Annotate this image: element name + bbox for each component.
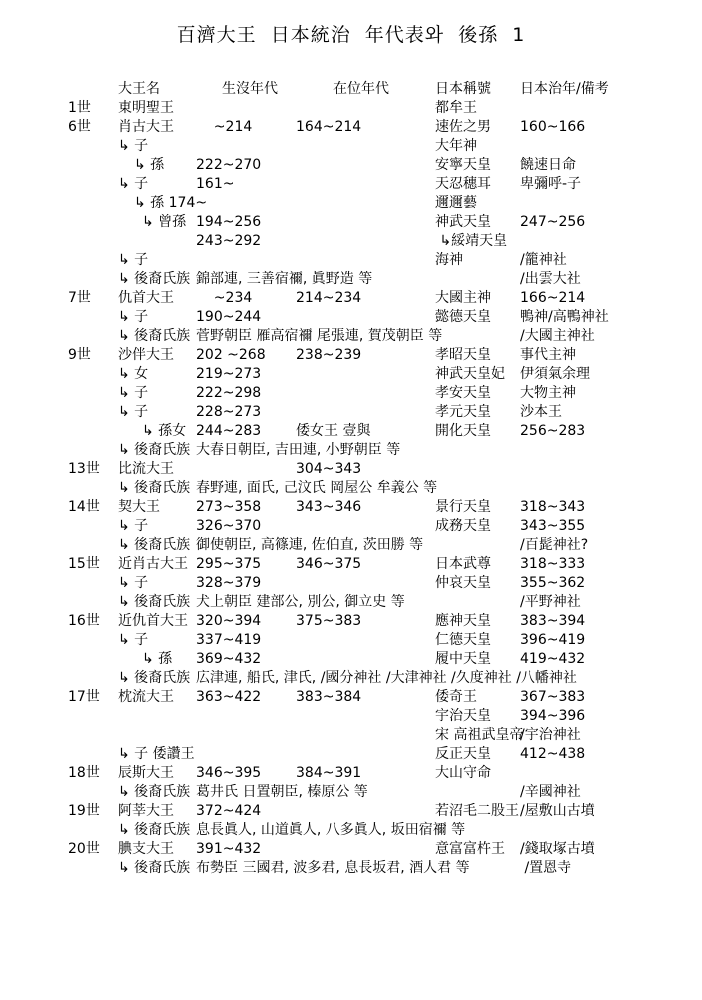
cell-born: [196, 137, 296, 156]
cell-name: ↳ 子: [118, 138, 149, 154]
cell-name: ↳ 後裔氏族: [118, 670, 191, 686]
table-row: [68, 593, 688, 612]
cell-title: 邇邇藝: [435, 195, 477, 211]
cell-remark: /平野神社: [520, 594, 581, 610]
cell-name: ↳ 子: [118, 632, 149, 648]
cell-born: 328~379: [196, 575, 262, 591]
cell-name: 契大王: [118, 499, 160, 515]
cell-born: 369~432: [196, 651, 262, 667]
cell-reign: [296, 194, 435, 213]
table-row: [68, 194, 688, 213]
cell-born: 222~270: [196, 157, 262, 173]
cell-gen: 14世: [68, 499, 100, 515]
cell-reign: [296, 574, 435, 593]
cell-name: 仇首大王: [118, 290, 174, 306]
header-jp-title: 日本稱號: [435, 81, 491, 97]
cell-reign: [296, 99, 435, 118]
cell-remark: [520, 669, 688, 688]
cell-gen: 17世: [68, 689, 100, 705]
cell-remark: [520, 460, 688, 479]
genealogy-table-body: [68, 99, 688, 878]
cell-gen: [68, 783, 118, 802]
cell-born: [196, 251, 296, 270]
cell-reign: [296, 859, 435, 878]
table-row: [68, 498, 688, 517]
cell-reign: [296, 384, 435, 403]
cell-remark: /辛國神社: [520, 784, 581, 800]
cell-reign: 383~384: [296, 689, 362, 705]
cell-remark: 318~333: [520, 556, 586, 572]
cell-born: 大春日朝臣, 吉田連, 小野朝臣 等: [196, 442, 401, 458]
cell-gen: [68, 669, 118, 688]
cell-remark: 355~362: [520, 575, 586, 591]
cell-name: [118, 232, 196, 251]
cell-gen: 9世: [68, 347, 91, 363]
cell-gen: [68, 194, 118, 213]
cell-title: 孝元天皇: [435, 404, 491, 420]
cell-name: 東明聖王: [118, 100, 174, 116]
cell-title: [435, 669, 520, 688]
cell-title: 意富富杵王: [435, 841, 505, 857]
cell-title: 大山守命: [435, 765, 491, 781]
cell-name: ↳ 子: [118, 252, 149, 268]
cell-reign: [296, 308, 435, 327]
cell-born: 222~298: [196, 385, 262, 401]
cell-reign: [296, 726, 435, 745]
cell-gen: 1世: [68, 100, 91, 116]
header-king-name: 大王名: [118, 81, 160, 97]
table-row: [68, 365, 688, 384]
cell-remark: /大國主神社: [520, 328, 595, 344]
cell-reign: [296, 840, 435, 859]
cell-remark: 367~383: [520, 689, 586, 705]
cell-remark: 318~343: [520, 499, 586, 515]
cell-name: ↳ 孫: [142, 651, 173, 667]
cell-reign: 384~391: [296, 765, 362, 781]
table-row: [68, 764, 688, 783]
cell-name: ↳ 女: [118, 366, 149, 382]
cell-title: 大年神: [435, 138, 477, 154]
cell-reign: [296, 593, 435, 612]
table-row: [68, 783, 688, 802]
cell-gen: [68, 175, 118, 194]
cell-reign: [296, 137, 435, 156]
page-title: 百濟大王 日本統治 年代表와 後孫 1: [176, 24, 526, 46]
cell-reign: [296, 631, 435, 650]
cell-name: ↳ 後裔氏族: [118, 271, 191, 287]
cell-reign: [296, 707, 435, 726]
cell-name: ↳ 曾孫: [142, 214, 187, 230]
cell-name: ↳ 後裔氏族: [118, 537, 191, 553]
cell-born: 244~283: [196, 423, 262, 439]
cell-name: ↳ 後裔氏族: [118, 594, 191, 610]
cell-name: ↳ 後裔氏族: [118, 480, 191, 496]
cell-remark: /籠神社: [520, 252, 567, 268]
cell-gen: 15世: [68, 556, 100, 572]
cell-reign: [296, 650, 435, 669]
cell-remark: /錢取塚古墳: [520, 841, 595, 857]
cell-gen: [68, 479, 118, 498]
cell-born: 372~424: [196, 803, 262, 819]
cell-gen: [68, 821, 118, 840]
table-row: [68, 118, 688, 137]
cell-reign: [296, 783, 435, 802]
cell-title: 若沼毛二股王: [435, 803, 519, 819]
cell-reign: 164~214: [296, 119, 362, 135]
cell-remark: [520, 137, 688, 156]
cell-born: 273~358: [196, 499, 262, 515]
cell-title: [435, 859, 520, 878]
cell-remark: [520, 232, 688, 251]
cell-reign: [296, 327, 435, 346]
table-row: [68, 308, 688, 327]
cell-reign: [296, 669, 435, 688]
table-row: [68, 536, 688, 555]
cell-gen: 19世: [68, 803, 100, 819]
cell-title: 神武天皇: [435, 214, 491, 230]
cell-gen: [68, 517, 118, 536]
cell-remark: 394~396: [520, 708, 586, 724]
cell-remark: 大物主神: [520, 385, 576, 401]
cell-born: 243~292: [196, 233, 262, 249]
cell-born: 326~370: [196, 518, 262, 534]
cell-title: 日本武尊: [435, 556, 491, 572]
cell-born: 337~419: [196, 632, 262, 648]
cell-remark: 鴨神/高鴨神社: [520, 309, 609, 325]
cell-remark: [520, 99, 688, 118]
table-row: [68, 384, 688, 403]
cell-remark: 饒速日命: [520, 157, 576, 173]
table-row: [68, 821, 688, 840]
table-row: [68, 612, 688, 631]
cell-reign: [296, 251, 435, 270]
cell-title: 宇治天皇: [435, 708, 491, 724]
cell-title: 都牟王: [435, 100, 477, 116]
cell-reign: 倭女王 壹與: [296, 423, 371, 439]
table-row: [68, 840, 688, 859]
cell-name: ↳ 子: [118, 309, 149, 325]
cell-gen: [68, 327, 118, 346]
cell-born: 219~273: [196, 366, 262, 382]
cell-remark: 事代主神: [520, 347, 576, 363]
cell-name: 肖古大王: [118, 119, 174, 135]
table-row: [68, 631, 688, 650]
cell-title: 孝昭天皇: [435, 347, 491, 363]
cell-name: 辰斯大王: [118, 765, 174, 781]
table-row: [68, 422, 688, 441]
table-row: [68, 859, 688, 878]
cell-title: [435, 821, 520, 840]
cell-title: 履中天皇: [435, 651, 491, 667]
table-row: [68, 346, 688, 365]
cell-remark: 伊須氣余理: [520, 366, 590, 382]
cell-title: 景行天皇: [435, 499, 491, 515]
cell-gen: [68, 631, 118, 650]
genealogy-table: [68, 80, 688, 878]
cell-reign: 214~234: [296, 290, 362, 306]
cell-title: [435, 460, 520, 479]
cell-title: 天忍穗耳: [435, 176, 491, 192]
cell-remark: /置恩寺: [520, 860, 572, 876]
cell-remark: 160~166: [520, 119, 586, 135]
cell-remark: /出雲大社: [520, 271, 581, 287]
cell-name: 近肖古大王: [118, 556, 188, 572]
cell-gen: 13世: [68, 461, 100, 477]
cell-title: [435, 327, 520, 346]
cell-born: 菅野朝臣 雁高宿禰 尾張連, 賀茂朝臣 等: [196, 328, 443, 344]
cell-reign: [296, 365, 435, 384]
cell-gen: [68, 650, 118, 669]
cell-born: [196, 707, 296, 726]
cell-gen: 20世: [68, 841, 100, 857]
cell-title: 仁德天皇: [435, 632, 491, 648]
table-row: [68, 270, 688, 289]
table-row: [68, 175, 688, 194]
cell-name: ↳ 後裔氏族: [118, 784, 191, 800]
table-row: [68, 460, 688, 479]
cell-born: 布勢臣 三國君, 波多君, 息長坂君, 酒人君 等: [196, 860, 470, 876]
header-generation: [68, 80, 118, 99]
cell-title: 宋 高祖武皇帝: [435, 727, 524, 743]
cell-gen: [68, 384, 118, 403]
cell-reign: [296, 479, 435, 498]
table-row: [68, 726, 688, 745]
table-row: [68, 707, 688, 726]
cell-born: 犬上朝臣 建部公, 別公, 御立史 等: [196, 594, 405, 610]
table-row: [68, 441, 688, 460]
table-row: [68, 156, 688, 175]
cell-born: [196, 726, 296, 745]
cell-name: ↳ 子 倭讚王: [118, 746, 195, 762]
cell-gen: [68, 213, 118, 232]
cell-remark: 沙本王: [520, 404, 562, 420]
cell-reign: [296, 441, 435, 460]
cell-remark: [520, 441, 688, 460]
table-row: [68, 99, 688, 118]
cell-gen: [68, 593, 118, 612]
cell-title: 速佐之男: [435, 119, 491, 135]
cell-reign: [296, 517, 435, 536]
cell-name: 近仇首大王: [118, 613, 188, 629]
cell-born: 161~: [196, 176, 235, 192]
table-row: [68, 574, 688, 593]
cell-name: ↳ 子: [118, 385, 149, 401]
cell-name: 枕流大王: [118, 689, 174, 705]
cell-title: 反正天皇: [435, 746, 491, 762]
cell-reign: [296, 403, 435, 422]
cell-name: ↳ 後裔氏族: [118, 860, 191, 876]
cell-title: 安寧天皇: [435, 157, 491, 173]
cell-remark: [520, 821, 688, 840]
cell-title: 孝安天皇: [435, 385, 491, 401]
cell-gen: 7世: [68, 290, 91, 306]
cell-reign: 375~383: [296, 613, 362, 629]
cell-born: [196, 745, 296, 764]
cell-gen: 18世: [68, 765, 100, 781]
table-row: [68, 745, 688, 764]
cell-name: 腆支大王: [118, 841, 174, 857]
cell-title: 大國主神: [435, 290, 491, 306]
cell-reign: [296, 802, 435, 821]
cell-name: ↳ 孫女: [142, 423, 187, 439]
cell-remark: 419~432: [520, 651, 586, 667]
cell-born: 202 ~268: [196, 347, 266, 363]
cell-name: ↳ 後裔氏族: [118, 328, 191, 344]
table-row: [68, 479, 688, 498]
cell-name: [118, 707, 196, 726]
cell-name: 沙伴大王: [118, 347, 174, 363]
cell-reign: 343~346: [296, 499, 362, 515]
cell-born: 363~422: [196, 689, 262, 705]
cell-born: 228~273: [196, 404, 262, 420]
table-row: [68, 289, 688, 308]
cell-born: 錦部連, 三善宿禰, 眞野造 等: [196, 271, 373, 287]
cell-title: 神武天皇妃: [435, 366, 505, 382]
cell-gen: [68, 365, 118, 384]
cell-gen: [68, 859, 118, 878]
cell-name: ↳ 子: [118, 176, 149, 192]
table-row: [68, 403, 688, 422]
cell-title: [435, 270, 520, 289]
cell-born: 295~375: [196, 556, 262, 572]
cell-remark: 256~283: [520, 423, 586, 439]
cell-remark: 166~214: [520, 290, 586, 306]
cell-gen: [68, 574, 118, 593]
cell-name: ↳ 子: [118, 575, 149, 591]
cell-born: 広津連, 船氏, 津氏, /國分神社 /大津神社 /久度神社 /八幡神社: [196, 670, 577, 686]
cell-title: [435, 479, 520, 498]
cell-remark: 卑彌呼-子: [520, 176, 582, 192]
cell-title: [435, 783, 520, 802]
cell-remark: 412~438: [520, 746, 586, 762]
cell-name: 阿莘大王: [118, 803, 174, 819]
cell-born: 葛井氏 日置朝臣, 榛原公 等: [196, 784, 368, 800]
cell-born: [196, 460, 296, 479]
cell-reign: 346~375: [296, 556, 362, 572]
cell-born: 息長眞人, 山道眞人, 八多眞人, 坂田宿禰 等: [196, 822, 466, 838]
cell-remark: 396~419: [520, 632, 586, 648]
cell-title: 開化天皇: [435, 423, 491, 439]
cell-gen: [68, 251, 118, 270]
cell-reign: 238~239: [296, 347, 362, 363]
cell-title: 應神天皇: [435, 613, 491, 629]
cell-born: 346~395: [196, 765, 262, 781]
cell-title: [435, 536, 520, 555]
cell-gen: [68, 137, 118, 156]
cell-gen: 16世: [68, 613, 100, 629]
cell-gen: [68, 536, 118, 555]
cell-born: 194~256: [196, 214, 262, 230]
cell-reign: [296, 232, 435, 251]
cell-title: 倭奇王: [435, 689, 477, 705]
header-reign: 在位年代: [333, 81, 389, 97]
cell-name: ↳ 孫: [134, 157, 165, 173]
cell-remark: [520, 194, 688, 213]
cell-born: ~234: [196, 290, 253, 306]
cell-gen: [68, 422, 118, 441]
cell-name: 比流大王: [118, 461, 174, 477]
cell-title: 成務天皇: [435, 518, 491, 534]
cell-born: 190~244: [196, 309, 262, 325]
cell-reign: 304~343: [296, 461, 362, 477]
cell-gen: [68, 156, 118, 175]
cell-reign: [296, 156, 435, 175]
cell-gen: 6世: [68, 119, 91, 135]
table-header-row: [68, 80, 688, 99]
cell-born: [196, 194, 296, 213]
cell-reign: [296, 175, 435, 194]
cell-gen: [68, 707, 118, 726]
cell-title: ↳綏靖天皇: [435, 233, 508, 249]
cell-remark: 383~394: [520, 613, 586, 629]
table-row: [68, 650, 688, 669]
cell-born: [196, 99, 296, 118]
header-jp-years-remark: 日本治年/備考: [520, 81, 609, 97]
cell-title: 仲哀天皇: [435, 575, 491, 591]
cell-title: 懿德天皇: [435, 309, 491, 325]
cell-gen: [68, 270, 118, 289]
table-row: [68, 251, 688, 270]
table-row: [68, 213, 688, 232]
cell-remark: /屋敷山古墳: [520, 803, 595, 819]
cell-reign: [296, 745, 435, 764]
cell-gen: [68, 441, 118, 460]
cell-title: [435, 441, 520, 460]
cell-name: ↳ 子: [118, 518, 149, 534]
cell-born: 春野連, 面氏, 己汶氏 岡屋公 牟義公 等: [196, 480, 438, 496]
cell-born: ~214: [196, 119, 253, 135]
cell-reign: [296, 821, 435, 840]
table-row: [68, 802, 688, 821]
cell-gen: [68, 726, 118, 745]
cell-title: 海神: [435, 252, 463, 268]
table-row: [68, 232, 688, 251]
cell-title: [435, 593, 520, 612]
cell-reign: [296, 213, 435, 232]
cell-remark: [520, 479, 688, 498]
cell-name: ↳ 子: [118, 404, 149, 420]
cell-born: 御使朝臣, 高篠連, 佐伯直, 茨田勝 等: [196, 537, 424, 553]
cell-reign: [296, 270, 435, 289]
table-row: [68, 555, 688, 574]
cell-born: 320~394: [196, 613, 262, 629]
table-row: [68, 327, 688, 346]
table-row: [68, 669, 688, 688]
cell-born: 391~432: [196, 841, 262, 857]
cell-remark: /百髭神社?: [520, 537, 589, 553]
table-row: [68, 688, 688, 707]
cell-gen: [68, 232, 118, 251]
header-lifespan: 生沒年代: [222, 81, 278, 97]
cell-remark: 343~355: [520, 518, 586, 534]
cell-name: ↳ 後裔氏族: [118, 442, 191, 458]
cell-name: ↳ 後裔氏族: [118, 822, 191, 838]
cell-gen: [68, 745, 118, 764]
table-row: [68, 517, 688, 536]
cell-reign: [296, 536, 435, 555]
cell-name: [118, 726, 196, 745]
cell-gen: [68, 308, 118, 327]
cell-gen: [68, 403, 118, 422]
cell-name: ↳ 孫 174~: [134, 195, 208, 211]
cell-remark: 247~256: [520, 214, 586, 230]
table-row: [68, 137, 688, 156]
cell-remark: [520, 764, 688, 783]
cell-remark: /宇治神社: [520, 727, 581, 743]
